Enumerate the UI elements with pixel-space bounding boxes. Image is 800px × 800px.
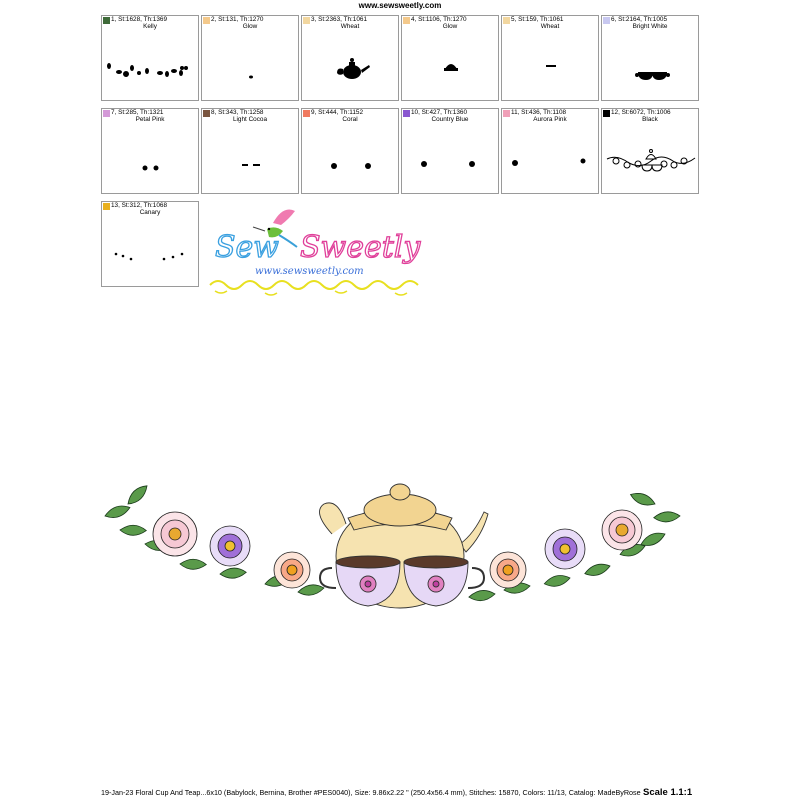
block-preview	[502, 16, 599, 101]
color-block-name: Glow	[442, 23, 458, 30]
logo-url: www.sewsweetly.com	[255, 266, 364, 277]
logo-word-sew: Sew	[215, 230, 279, 265]
color-block-7	[101, 108, 199, 194]
color-block-9	[301, 108, 399, 194]
site-url[interactable]: www.sewsweetly.com	[358, 1, 442, 10]
color-block-5	[501, 15, 599, 101]
block-preview	[602, 109, 699, 194]
scale-label: Scale 1.1:1	[643, 787, 693, 798]
color-block-stats: 6, St:2164, Th:1005	[611, 16, 668, 23]
color-block-4	[401, 15, 499, 101]
color-block-stats: 4, St:1106, Th:1270	[411, 16, 467, 23]
block-preview	[102, 16, 199, 101]
color-block-name: Kelly	[143, 23, 157, 30]
color-block-name: Canary	[139, 209, 161, 216]
color-block-stats: 9, St:444, Th:1152	[311, 109, 363, 116]
color-block-11	[501, 108, 599, 194]
color-block-stats: 12, St:6072, Th:1006	[611, 109, 671, 116]
color-block-13	[101, 201, 199, 287]
block-preview	[602, 16, 699, 101]
color-block-2	[201, 15, 299, 101]
logo-squiggle	[210, 281, 418, 289]
color-block-name: Black	[642, 116, 658, 123]
block-preview	[402, 16, 499, 101]
color-block-1	[101, 15, 199, 101]
color-block-name: Petal Pink	[135, 116, 165, 123]
color-block-8	[201, 108, 299, 194]
logo-word-sweetly: Sweetly	[300, 230, 421, 265]
color-block-12	[601, 108, 699, 194]
color-block-name: Bright White	[632, 23, 668, 30]
color-block-name: Coral	[342, 116, 358, 123]
color-block-name: Wheat	[540, 23, 560, 30]
color-block-name: Glow	[242, 23, 258, 30]
block-preview	[502, 109, 599, 194]
color-block-stats: 2, St:131, Th:1270	[211, 16, 264, 23]
sew-sweetly-logo	[205, 205, 430, 300]
color-block-stats: 1, St:1628, Th:1369	[111, 16, 168, 23]
color-block-stats: 13, St:312, Th:1068	[111, 202, 168, 209]
block-preview	[302, 109, 399, 194]
color-block-stats: 3, St:2363, Th:1061	[311, 16, 368, 23]
block-preview	[302, 16, 399, 101]
block-preview	[202, 16, 299, 101]
color-block-name: Light Cocoa	[232, 116, 268, 123]
block-preview	[202, 109, 299, 194]
color-block-stats: 7, St:285, Th:1321	[111, 109, 164, 116]
block-preview	[102, 109, 199, 194]
color-block-stats: 8, St:343, Th:1258	[211, 109, 264, 116]
color-block-6	[601, 15, 699, 101]
color-block-10	[401, 108, 499, 194]
block-preview	[102, 202, 199, 287]
color-block-stats: 11, St:436, Th:1108	[511, 109, 567, 116]
design-info: 19-Jan-23 Floral Cup And Teap...6x10 (Babylock, Bernina, Brother #PES0040), Size: 9.86x2.22 " (250.4x56.4 mm), Stitches: 15870, Colors: 11/13, Catalog: MadeByRose	[101, 788, 641, 797]
color-block-stats: 10, St:427, Th:1360	[411, 109, 468, 116]
floral-teapot-design	[100, 474, 700, 624]
block-preview	[402, 109, 499, 194]
color-block-name: Aurora Pink	[533, 116, 567, 123]
color-block-stats: 5, St:159, Th:1061	[511, 16, 564, 23]
color-block-3	[301, 15, 399, 101]
color-block-name: Country Blue	[431, 116, 469, 123]
color-block-name: Wheat	[340, 23, 360, 30]
